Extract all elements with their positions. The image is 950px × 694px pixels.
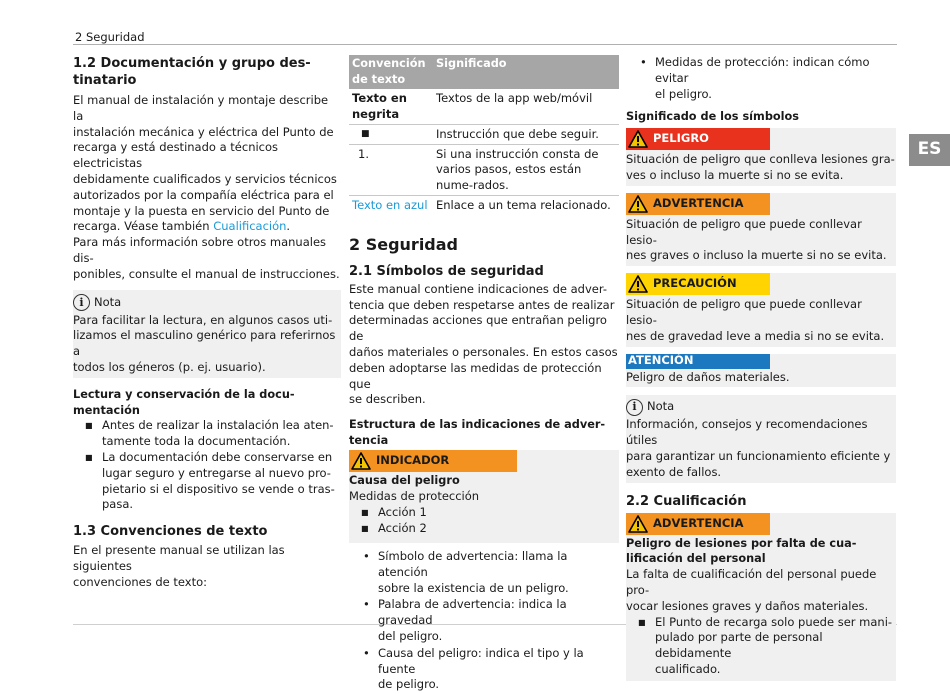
para-line: Para más información sobre otros manuales dis- (73, 235, 327, 265)
list-item-line: Causa del peligro: indica el tipo y la fuente (378, 645, 584, 676)
column-middle (349, 55, 619, 694)
note-box (73, 290, 341, 378)
column-right (626, 55, 896, 681)
list-item-line: el peligro. (655, 86, 712, 101)
indicator-signal-word (349, 450, 517, 472)
section-2-2-title: 2.2 Cualificación (626, 493, 747, 509)
note-line: Información, consejos y recomendaciones útiles (626, 417, 868, 448)
note-line: todos los géneros (p. ej. usuario). (73, 359, 266, 374)
para-line: vocar lesiones graves y daños materiales. (626, 598, 869, 613)
table-row (349, 195, 619, 214)
para-line: daños materiales o personales. En estos casos (349, 344, 618, 359)
warning-signal-word (626, 513, 770, 535)
para-line: Situación de peligro que puede conllevar lesio- (626, 297, 862, 327)
qualification-hazard-title (626, 536, 896, 568)
para-line: montaje y la puesta en servicio del Punto de (73, 203, 330, 218)
list-item-line: La documentación debe conservarse en (102, 449, 333, 464)
structure-bullets (349, 549, 619, 693)
attention-signal-word: ATENCIÓN (626, 354, 770, 369)
language-tab: ES (909, 134, 950, 166)
para-line: En el presente manual se utilizan las siguientes (73, 543, 285, 573)
note-header (626, 397, 896, 417)
list-item-line: tamente toda la documentación. (102, 434, 291, 449)
list-item (361, 597, 619, 644)
para-line: nes graves o incluso la muerte si no se evita. (626, 248, 887, 263)
para-line: recarga y está destinado a técnicos electricistas (73, 140, 279, 171)
qualification-hazard-text (626, 567, 896, 614)
list-item-line: Símbolo de advertencia: llama la atención (378, 548, 568, 579)
warning-signal-word (626, 193, 770, 215)
storage-title-line2: mentación (73, 403, 140, 417)
list-item-line: pasa. (102, 497, 134, 512)
note-header (73, 293, 341, 313)
hazard-title-line1: Peligro de lesiones por falta de cua- (626, 536, 857, 550)
table-cell: Instrucción que debe seguir. (433, 124, 619, 144)
para-punct: . (286, 219, 291, 234)
list-item-line: Antes de realizar la instalación lea aten- (102, 418, 334, 433)
warning-triangle-icon (628, 275, 648, 293)
indicator-label: INDICADOR (376, 452, 450, 467)
chapter-title: 2 Seguridad (349, 234, 458, 254)
para-line: deben adoptarse las medidas de protección que (349, 360, 602, 391)
qualification-link[interactable]: Cualificación (213, 219, 287, 234)
section-1-2-title (73, 55, 341, 89)
list-item-line: Medidas de protección: indican cómo evitar (655, 55, 870, 85)
danger-box (626, 128, 896, 186)
info-icon: i (626, 399, 643, 416)
section-1-3-title: 1.3 Convenciones de texto (73, 524, 268, 540)
warning-triangle-icon (628, 515, 648, 533)
list-item-line: del peligro. (378, 628, 443, 643)
list-item-line: sobre la existencia de un peligro. (378, 580, 569, 595)
note-label: Nota (94, 294, 122, 309)
info-icon: i (73, 294, 90, 311)
list-item-line: pietario si el dispositivo se vende o tras- (102, 481, 335, 496)
warning-triangle-icon (351, 452, 371, 470)
section-1-2-paragraph-2 (73, 235, 341, 282)
table-row (349, 124, 619, 144)
para-line: nes de gravedad leve a media si no se evita. (626, 328, 885, 343)
list-item (85, 450, 341, 513)
storage-title-line1: Lectura y conservación de la docu- (73, 387, 295, 401)
list-item (638, 55, 896, 102)
table-header-convention: Convención de texto (349, 55, 433, 89)
para-line: instalación mecánica y eléctrica del Punto de (73, 124, 334, 139)
hazard-title-line2: lificación del personal (626, 552, 766, 566)
section-2-1-paragraph (349, 282, 619, 408)
danger-signal-word (626, 128, 770, 150)
para-line: recarga. Véase también (73, 219, 214, 234)
list-item: ■ Acción 1 (361, 505, 619, 521)
para-line: autorizados por la compañía eléctrica para el (73, 187, 334, 202)
header-divider (73, 44, 897, 45)
para-line: debidamente cualificados y servicios técnicos (73, 171, 337, 186)
protection-measures: Medidas de protección (349, 488, 480, 503)
attention-box (626, 354, 896, 388)
note-line: lizamos el masculino genérico para referirnos a (73, 328, 336, 359)
table-cell: ■ (349, 124, 433, 144)
table-header-row (349, 55, 619, 89)
table-cell[interactable]: Texto en azul (352, 197, 428, 212)
para-line: El manual de instalación y montaje describe la (73, 93, 329, 123)
indicator-example-box (349, 450, 619, 543)
para-line: ves o incluso la muerte si no se evita. (626, 167, 844, 182)
list-item-line: de peligro. (378, 677, 440, 692)
list-item (638, 615, 896, 678)
para-line: Situación de peligro que puede conllevar lesio- (626, 216, 862, 247)
table-header-meaning: Significado (433, 55, 619, 89)
warning-text (626, 217, 896, 264)
warning-triangle-icon (628, 195, 648, 213)
caution-label: PRECAUCIÓN (653, 276, 737, 291)
warning-label: ADVERTENCIA (653, 515, 744, 530)
hazard-cause: Causa del peligro (349, 473, 460, 487)
note-box (626, 395, 896, 482)
qualification-warning-box (626, 513, 896, 681)
para-line: Este manual contiene indicaciones de adver- (349, 281, 607, 296)
table-cell: Si una instrucción consta de varios pasos, estos están nume-rados. (433, 144, 619, 195)
section-2-1-title: 2.1 Símbolos de seguridad (349, 263, 544, 279)
para-line: ponibles, consulte el manual de instrucciones. (73, 266, 340, 281)
para-line: La falta de cualificación del personal puede pro- (626, 567, 877, 597)
list-item-line: Palabra de advertencia: indica la gravedad (378, 597, 567, 628)
warning-box (626, 193, 896, 266)
storage-list (73, 418, 341, 513)
running-header: 2 Seguridad (75, 30, 145, 44)
table-cell: Enlace a un tema relacionado. (436, 197, 611, 212)
note-line: Para facilitar la lectura, en algunos casos uti- (73, 312, 333, 327)
para-line: convenciones de texto: (73, 574, 208, 589)
table-cell: Textos de la app web/móvil (433, 89, 619, 124)
para-line: determinadas acciones que entrañan peligro de (349, 313, 607, 344)
section-1-3-paragraph (73, 543, 341, 590)
note-text (73, 313, 341, 376)
list-item (85, 418, 341, 450)
note-line: exento de fallos. (626, 464, 722, 479)
qualification-actions (626, 615, 896, 678)
list-item (361, 549, 619, 596)
storage-title (73, 387, 341, 419)
note-text (626, 417, 896, 480)
list-item: ■ Acción 2 (361, 521, 619, 537)
table-cell: 1. (349, 144, 433, 195)
warning-label: ADVERTENCIA (653, 195, 744, 210)
section-1-2-paragraph (73, 93, 341, 235)
section-1-2-title-line1: 1.2 Documentación y grupo des- (73, 56, 311, 71)
table-cell: Texto en negrita (349, 89, 433, 124)
section-1-2-title-line2: tinatario (73, 73, 137, 88)
list-item-line: El Punto de recarga solo puede ser mani- (655, 614, 893, 629)
caution-box (626, 273, 896, 346)
measures-bullet (626, 55, 896, 102)
table-row (349, 144, 619, 195)
list-item (361, 646, 619, 693)
symbols-meaning-title: Significado de los símbolos (626, 110, 800, 124)
danger-text (626, 152, 896, 184)
caution-text (626, 297, 896, 344)
para-line: Situación de peligro que conlleva lesiones gra- (626, 152, 895, 167)
para-line: se describen. (349, 392, 426, 407)
para-line: tencia que deben respetarse antes de realizar (349, 297, 615, 312)
warning-structure-title (349, 417, 619, 449)
warning-triangle-icon (628, 130, 648, 148)
structure-title-line1: Estructura de las indicaciones de adver- (349, 418, 606, 432)
attention-text: Peligro de daños materiales. (626, 369, 790, 384)
structure-title-line2: tencia (349, 433, 389, 447)
note-label: Nota (647, 399, 675, 414)
list-item-line: pulado por parte de personal debidamente (655, 630, 823, 661)
list-item-line: lugar seguro y entregarse al nuevo pro- (102, 465, 331, 480)
note-line: para garantizar un funcionamiento eficiente y (626, 448, 891, 463)
table-row (349, 89, 619, 124)
list-item-line: cualificado. (655, 661, 721, 676)
caution-signal-word (626, 273, 770, 295)
column-left (73, 55, 341, 591)
text-conventions-table (349, 55, 619, 215)
danger-label: PELIGRO (653, 131, 709, 146)
actions-list (349, 505, 619, 537)
